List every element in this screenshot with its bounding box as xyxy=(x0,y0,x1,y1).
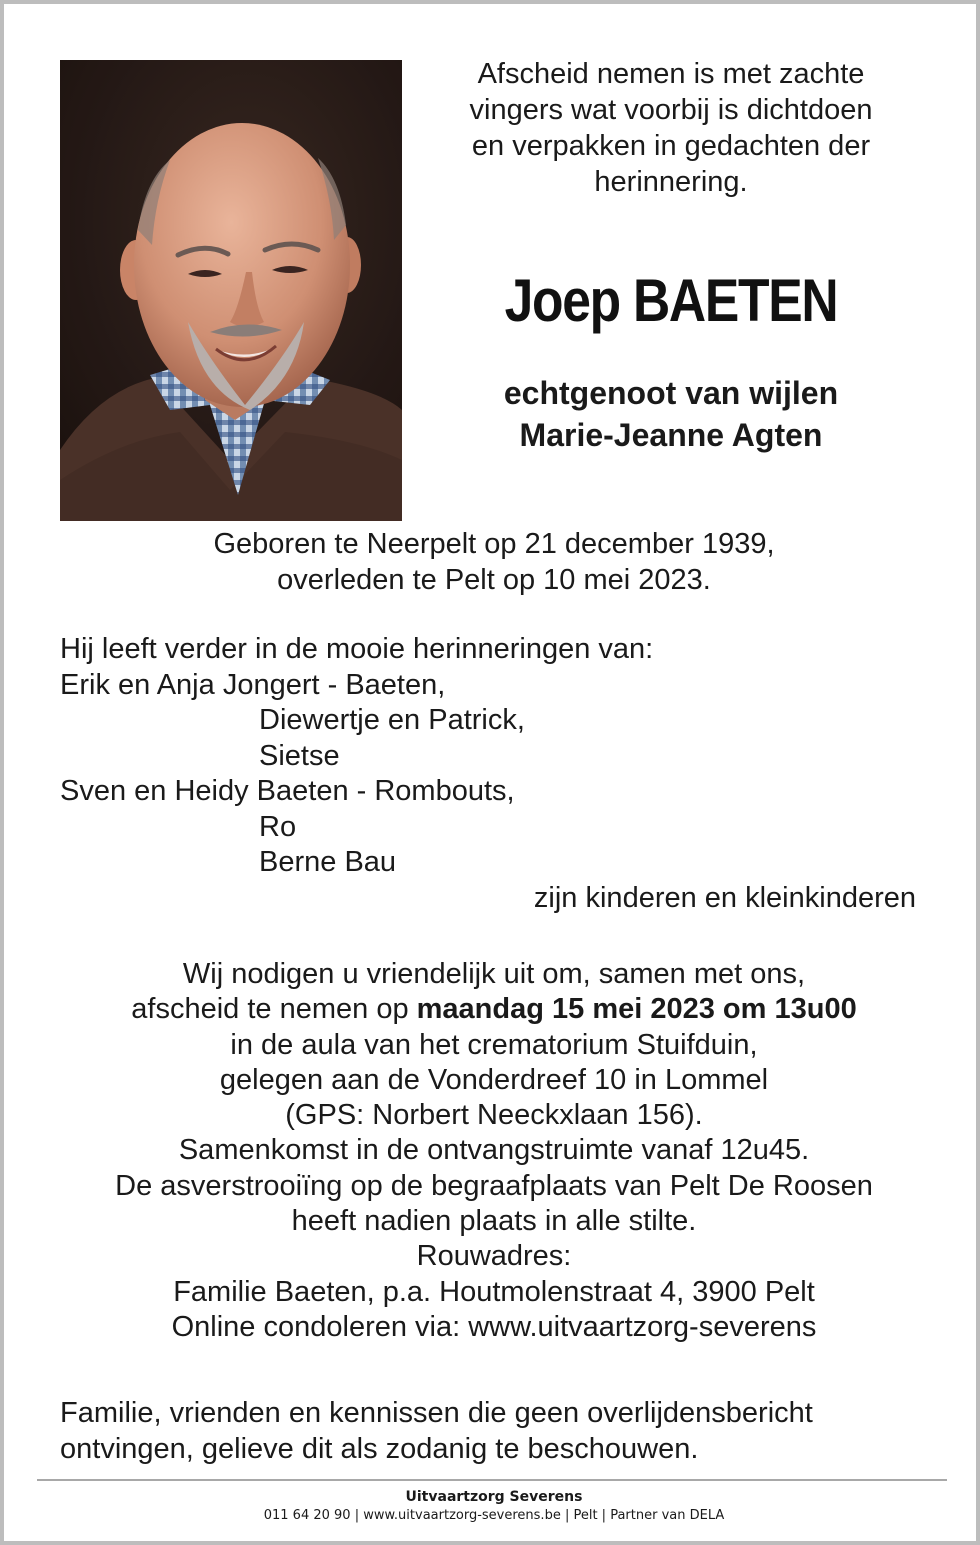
family-grandchild: Ro xyxy=(259,810,297,843)
family-grandchild: Diewertje en Patrick, xyxy=(259,704,525,736)
family-closing: zijn kinderen en kleinkinderen xyxy=(533,881,916,914)
poem-line: en verpakken in gedachten der xyxy=(471,130,871,162)
portrait-illustration xyxy=(60,60,402,521)
online-condolence: Online condoleren via: www.uitvaartzorg-severens xyxy=(171,1310,817,1343)
ceremony-line: Wij nodigen u vriendelijk uit om, samen met ons, xyxy=(182,958,806,990)
deceased-name: Joep BAETEN xyxy=(504,267,838,334)
ceremony-line: De asverstrooiïng op de begraafplaats van Pelt De Roosen xyxy=(115,1169,873,1202)
ceremony-line: in de aula van het crematorium Stuifduin, xyxy=(230,1028,758,1061)
footer-divider xyxy=(37,1479,947,1481)
spouse-line: echtgenoot van wijlen xyxy=(503,375,839,411)
funeral-home-details: 011 64 20 90 | www.uitvaartzorg-severens.be | Pelt | Partner van DELA xyxy=(263,1508,725,1523)
poem-line: Afscheid nemen is met zachte xyxy=(477,58,865,90)
notice xyxy=(60,1395,940,1467)
portrait-photo xyxy=(60,60,402,521)
ceremony-date: maandag 15 mei 2023 om 13u00 xyxy=(416,993,857,1026)
ceremony-line: gelegen aan de Vonderdreef 10 in Lommel xyxy=(219,1063,769,1096)
ceremony-info xyxy=(4,957,980,1345)
birth-line: Geboren te Neerpelt op 21 december 1939, xyxy=(213,528,775,560)
notice-line: Familie, vrienden en kennissen die geen overlijdensbericht xyxy=(60,1397,813,1429)
mourning-address-label: Rouwadres: xyxy=(416,1240,572,1273)
family-child: Sven en Heidy Baeten - Rombouts, xyxy=(60,775,515,807)
poem xyxy=(428,56,914,200)
poem-line: herinnering. xyxy=(594,166,748,198)
family-grandchild: Sietse xyxy=(259,739,340,772)
ceremony-line: Samenkomst in de ontvangstruimte vanaf 12u45. xyxy=(178,1134,810,1167)
death-line: overleden te Pelt op 10 mei 2023. xyxy=(277,564,711,596)
family-grandchild: Berne Bau xyxy=(259,846,397,878)
notice-line: ontvingen, gelieve dit als zodanig te beschouwen. xyxy=(60,1433,699,1465)
ceremony-date-prefix: afscheid te nemen op xyxy=(131,993,417,1026)
funeral-home-name: Uitvaartzorg Severens xyxy=(405,1489,583,1505)
poem-line: vingers wat voorbij is dichtdoen xyxy=(469,94,873,126)
birth-death-info xyxy=(4,526,980,598)
family-intro: Hij leeft verder in de mooie herinneringen van: xyxy=(60,633,654,665)
ceremony-line: (GPS: Norbert Neeckxlaan 156). xyxy=(285,1099,703,1132)
family-list xyxy=(60,632,920,916)
mourning-address: Familie Baeten, p.a. Houtmolenstraat 4, 3900 Pelt xyxy=(173,1275,815,1308)
spouse-info xyxy=(428,372,914,456)
ceremony-line: heeft nadien plaats in alle stilte. xyxy=(291,1205,697,1238)
spouse-line: Marie-Jeanne Agten xyxy=(519,417,823,453)
family-child: Erik en Anja Jongert - Baeten, xyxy=(60,668,446,701)
ceremony-date-line xyxy=(4,992,980,1027)
